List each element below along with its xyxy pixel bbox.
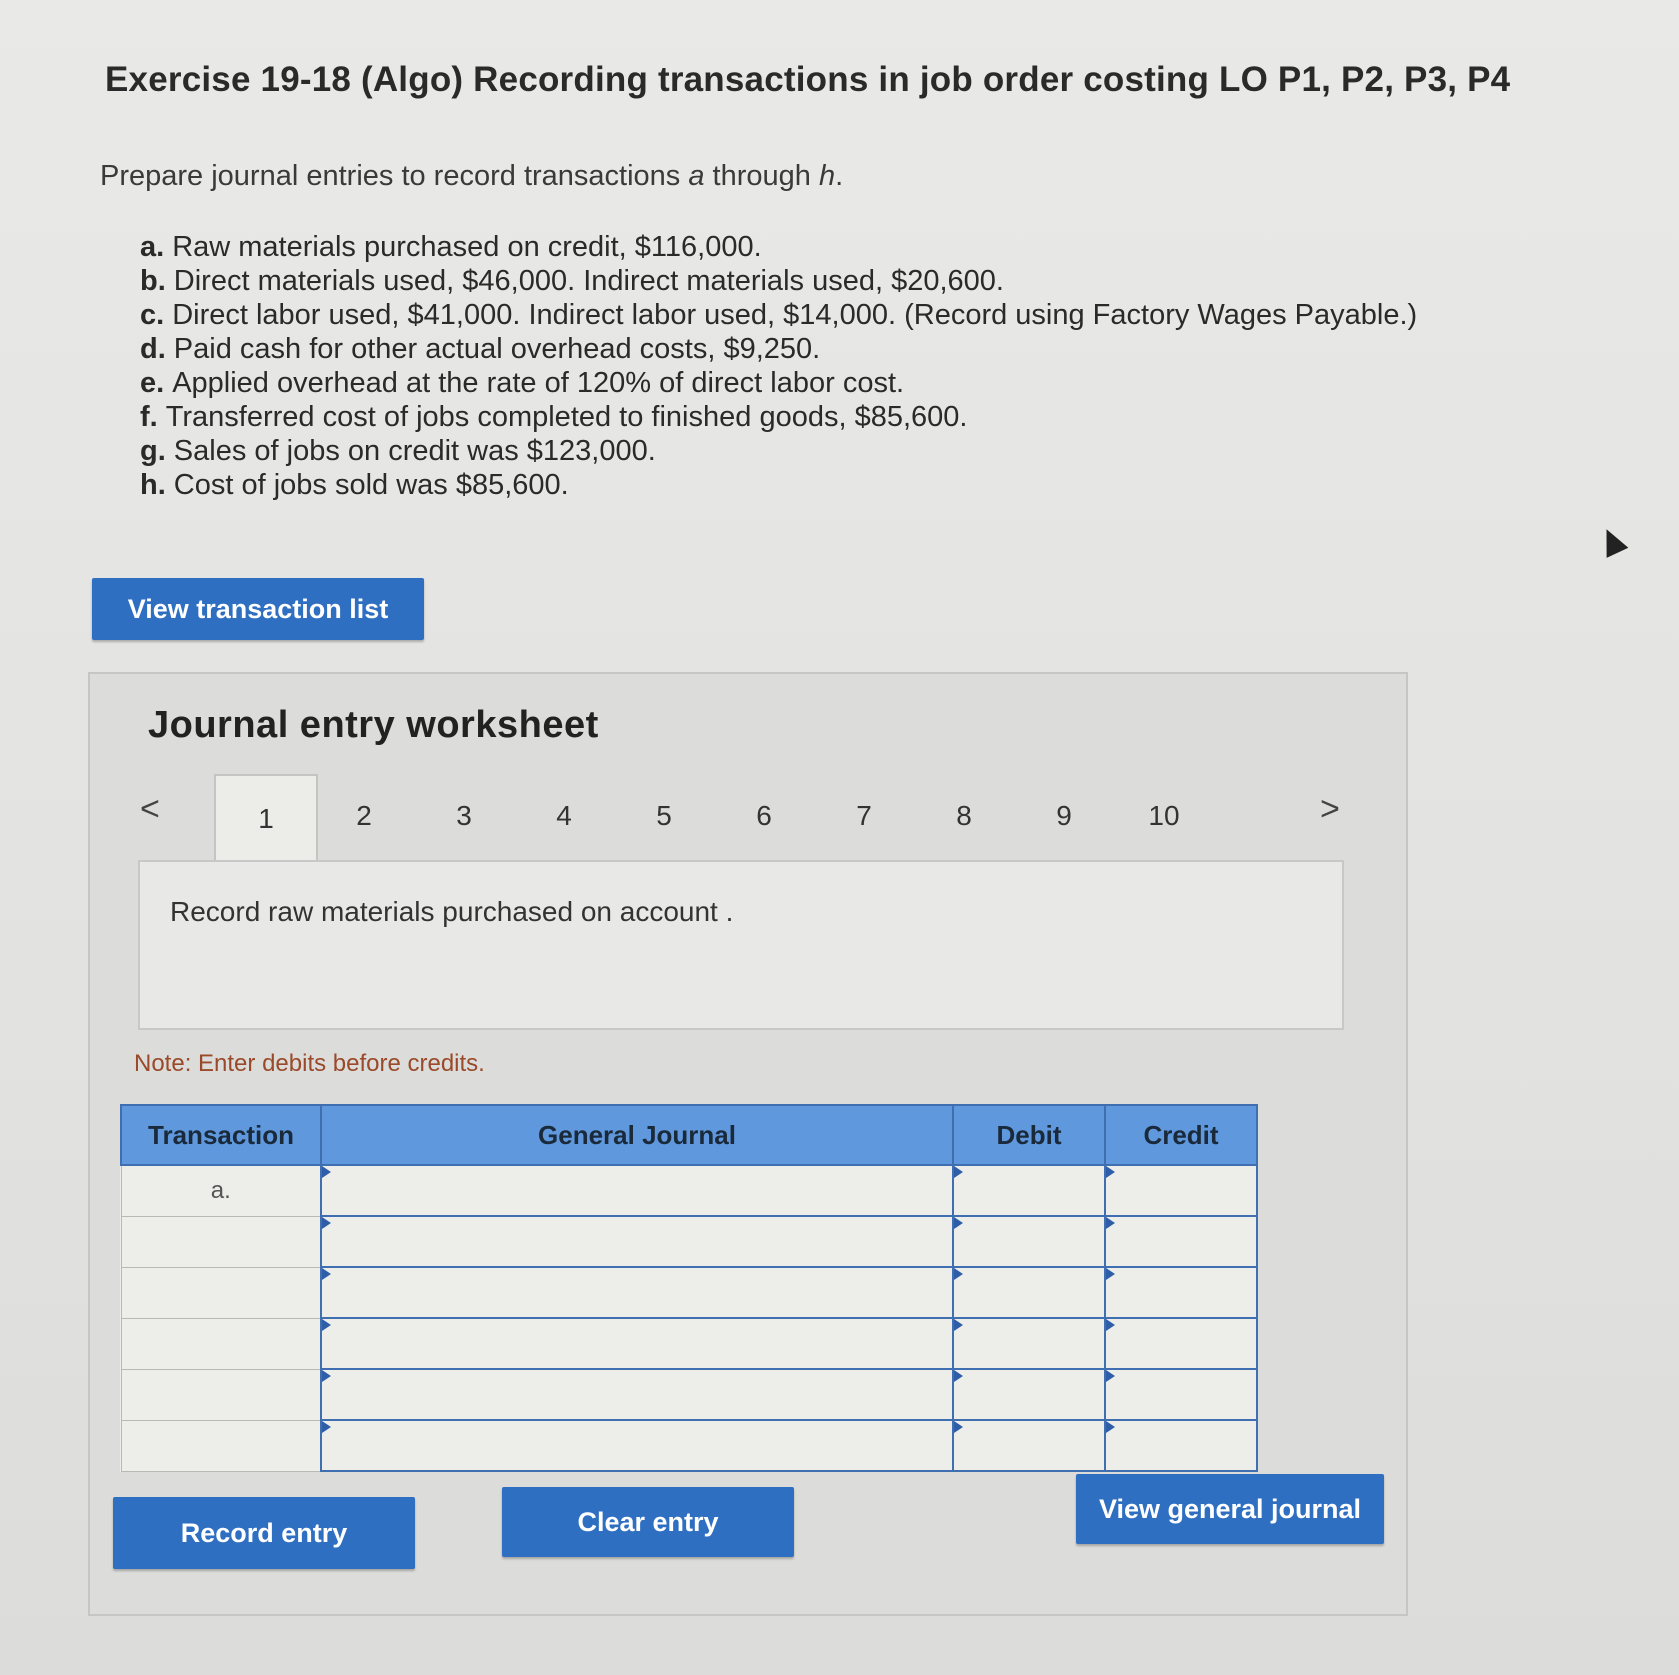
transaction-text: Direct materials used, $46,000. Indirect materials used, $20,600. [173,265,1004,297]
transaction-cell [121,1420,321,1471]
credit-column-header: Credit [1105,1105,1257,1165]
worksheet-tabs [140,774,1370,864]
tab-1[interactable]: 1 [214,774,318,862]
table-row [121,1267,1257,1318]
chevron-right-icon[interactable]: > [1320,790,1340,828]
transaction-letter: c. [140,299,165,331]
transaction-letter: f. [140,401,158,433]
debit-input[interactable] [953,1267,1105,1318]
account-select[interactable] [321,1420,953,1471]
instruction-box [138,860,1344,1030]
transaction-text: Cost of jobs sold was $85,600. [173,469,569,501]
transaction-list [140,230,1417,502]
tab-5[interactable]: 5 [656,800,672,831]
prompt-text-start: Prepare journal entries to record transactions [100,160,689,192]
record-entry-button[interactable]: Record entry [113,1497,415,1569]
list-item [140,230,1417,264]
list-item [140,434,1417,468]
table-header-row [121,1105,1257,1165]
prompt-text-end: . [835,160,844,192]
transaction-letter: a. [140,231,165,263]
list-item [140,298,1417,332]
tab-3[interactable]: 3 [456,800,472,831]
credit-input[interactable] [1105,1165,1257,1216]
list-item [140,332,1417,366]
debit-column-header: Debit [953,1105,1105,1165]
transaction-cell [121,1369,321,1420]
transaction-text: Direct labor used, $41,000. Indirect labor used, $14,000. (Record using Factory Wages Payable.) [172,299,1418,331]
transaction-letter: b. [140,265,166,297]
transaction-cell: a. [121,1165,321,1216]
account-select[interactable] [321,1267,953,1318]
exercise-title: Exercise 19-18 (Algo) Recording transactions in job order costing LO P1, P2, P3, P4 [105,60,1511,99]
table-row [121,1216,1257,1267]
account-select[interactable] [321,1318,953,1369]
table-row [121,1369,1257,1420]
transaction-letter: e. [140,367,165,399]
credit-input[interactable] [1105,1318,1257,1369]
exercise-prompt [100,160,843,193]
tab-7[interactable]: 7 [856,800,872,831]
transaction-letter: g. [140,435,166,467]
transaction-text: Sales of jobs on credit was $123,000. [173,435,656,467]
worksheet-title: Journal entry worksheet [148,704,599,746]
transaction-text: Paid cash for other actual overhead costs, $9,250. [173,333,821,365]
account-select[interactable] [321,1165,953,1216]
clear-entry-button[interactable]: Clear entry [502,1487,794,1557]
general-journal-table [120,1104,1258,1472]
credit-input[interactable] [1105,1267,1257,1318]
table-row [121,1420,1257,1471]
account-select[interactable] [321,1216,953,1267]
credit-input[interactable] [1105,1216,1257,1267]
note-text: Note: Enter debits before credits. [134,1050,485,1077]
transaction-letter: h. [140,469,166,501]
view-transaction-list-button[interactable]: View transaction list [92,578,424,640]
prompt-letter-a: a [688,160,705,192]
tab-9[interactable]: 9 [1056,800,1072,831]
account-select[interactable] [321,1369,953,1420]
list-item [140,400,1417,434]
instruction-text: Record raw materials purchased on account . [170,896,734,927]
transaction-letter: d. [140,333,166,365]
table-row [121,1318,1257,1369]
debit-input[interactable] [953,1318,1105,1369]
list-item [140,366,1417,400]
debit-input[interactable] [953,1369,1105,1420]
tab-4[interactable]: 4 [556,800,572,831]
transaction-cell [121,1267,321,1318]
transaction-text: Transferred cost of jobs completed to finished goods, $85,600. [165,401,968,433]
transaction-text: Raw materials purchased on credit, $116,000. [172,231,762,263]
list-item [140,264,1417,298]
chevron-left-icon[interactable]: < [140,790,160,828]
debit-input[interactable] [953,1165,1105,1216]
debit-input[interactable] [953,1216,1105,1267]
transaction-column-header: Transaction [121,1105,321,1165]
tab-6[interactable]: 6 [756,800,772,831]
debit-input[interactable] [953,1420,1105,1471]
transaction-cell [121,1216,321,1267]
transaction-cell [121,1318,321,1369]
transaction-text: Applied overhead at the rate of 120% of direct labor cost. [172,367,905,399]
prompt-text-mid: through [704,160,819,192]
tab-10[interactable]: 10 [1148,800,1180,831]
table-row [121,1165,1257,1216]
general-journal-column-header: General Journal [321,1105,953,1165]
prompt-letter-h: h [818,160,836,192]
credit-input[interactable] [1105,1420,1257,1471]
list-item [140,468,1417,502]
credit-input[interactable] [1105,1369,1257,1420]
tab-2[interactable]: 2 [356,800,372,831]
view-general-journal-button[interactable]: View general journal [1076,1474,1384,1544]
tab-8[interactable]: 8 [956,800,972,831]
